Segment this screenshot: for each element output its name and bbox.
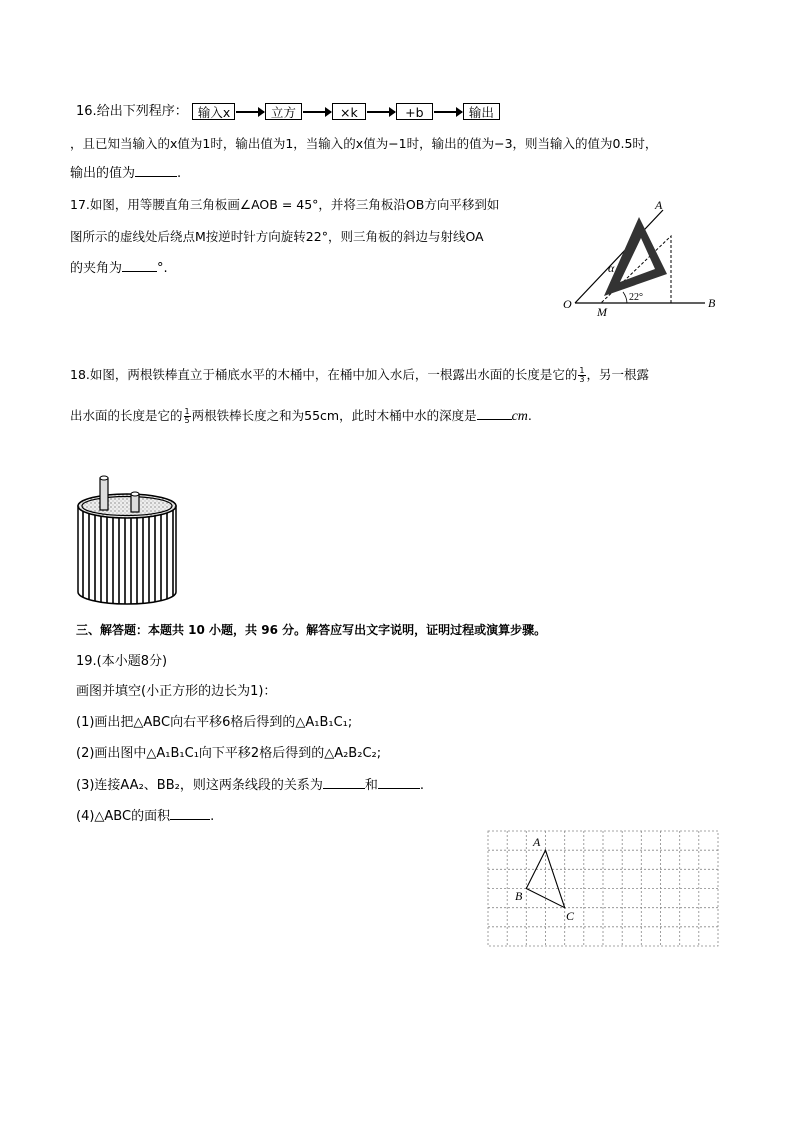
q19-part4-text: (4)△ABC的面积: [76, 809, 171, 824]
q17-number: 17.: [70, 197, 90, 212]
q18-number: 18.: [70, 367, 90, 382]
frac-den: 5: [184, 416, 190, 425]
label-a: A: [655, 198, 663, 212]
q17-line2: 图所示的虚线处后绕点M按逆时针方向旋转22°，则三角板的斜边与射线OA: [70, 229, 484, 244]
q16-line1: [76, 103, 500, 121]
q19-part3-text: (3)连接AA₂、BB₂，则这两条线段的关系为: [76, 778, 323, 793]
iron-rod-right: [131, 494, 139, 512]
flow-arrow: [236, 111, 264, 113]
q19-part4-end: .: [210, 809, 215, 824]
flow-box-times-k: ×k: [332, 103, 366, 120]
q19-header: 19.(本小题8分): [76, 654, 168, 669]
q16-answer-blank[interactable]: [135, 164, 177, 177]
q19-part4: [76, 807, 214, 826]
barrel-figure: [74, 474, 180, 606]
fraction-one-third: [578, 367, 585, 384]
q17-line1: [70, 196, 499, 214]
label-o: O: [563, 297, 572, 311]
rotated-triangle-ruler: [604, 217, 667, 296]
q19-part3-and: 和: [364, 778, 378, 793]
q17-line1-text: 如图，用等腰直角三角板画∠AOB = 45°，并将三角板沿OB方向平移到如: [89, 197, 500, 212]
q16-end: .: [177, 166, 182, 181]
q16-line2: ，且已知当输入的x值为1时，输出值为1，当输入的x值为−1时，输出的值为−3，则当输入的值为0.5时，: [70, 136, 658, 151]
q18-line2b: 两根铁棒长度之和为55cm，此时木桶中水的深度是: [191, 408, 477, 423]
label-m: M: [597, 305, 607, 319]
q19-part3-blank-1[interactable]: [323, 776, 365, 789]
q18-line2a: 出水面的长度是它的: [70, 408, 183, 423]
flow-arrow: [367, 111, 395, 113]
flow-arrow: [303, 111, 331, 113]
q17-line3-text: 的夹角为: [70, 261, 123, 276]
grid-label-c: C: [566, 909, 575, 923]
label-22deg: 22°: [629, 292, 643, 303]
barrel-body: [78, 506, 176, 604]
q19-part3: [76, 776, 424, 795]
q19-part1: (1)画出把△ABC向右平移6格后得到的△A₁B₁C₁;: [76, 715, 353, 730]
q19-part3-end: .: [419, 778, 424, 793]
q19-part4-blank[interactable]: [170, 807, 210, 820]
q19-intro: 画图并填空(小正方形的边长为1)：: [76, 684, 277, 699]
fraction-one-fifth: [184, 408, 191, 425]
q16-lead: 给出下列程序：: [96, 104, 188, 119]
q18-end: .: [527, 408, 532, 423]
flowchart: [192, 103, 500, 121]
q17-figure: [555, 196, 725, 320]
q19-part2: (2)画出图中△A₁B₁C₁向下平移2格后得到的△A₂B₂C₂;: [76, 746, 382, 761]
dashed-grid: [488, 831, 718, 946]
q18-line1a: 如图，两根铁棒直立于桶底水平的木桶中，在桶中加入水后，一根露出水面的长度是它的: [89, 367, 578, 382]
q18-answer-blank[interactable]: [477, 407, 512, 420]
q16-line3: [70, 164, 181, 183]
grid-label-a: A: [533, 835, 541, 849]
q18-line2: [70, 407, 532, 426]
q17-answer-blank[interactable]: [122, 259, 157, 272]
section3-title: 三、解答题：本题共 10 小题，共 96 分。解答应写出文字说明，证明过程或演算步骤。: [76, 623, 547, 637]
flow-box-plus-b: +b: [396, 103, 433, 120]
label-b: B: [708, 296, 716, 310]
grid-label-b: B: [515, 889, 523, 903]
q16-number: 16.: [76, 104, 97, 119]
grid-figure: [486, 829, 722, 951]
q18-line1: [70, 366, 649, 384]
label-alpha: α: [608, 261, 615, 275]
q16-line3-text: 输出的值为: [70, 166, 136, 181]
q18-unit: cm: [511, 409, 528, 424]
q19-part3-blank-2[interactable]: [378, 776, 420, 789]
angle-arc: [623, 292, 627, 303]
flow-box-cube: 立方: [265, 103, 302, 120]
q17-line3: [70, 259, 168, 278]
q18-line1b: ，另一根露: [586, 367, 650, 382]
flow-box-input: 输入x: [192, 103, 235, 120]
barrel-water-surface: [78, 494, 176, 518]
frac-num: 1: [184, 407, 190, 416]
flow-box-output: 输出: [463, 103, 500, 120]
frac-den: 3: [579, 375, 585, 384]
q17-end: °.: [157, 261, 168, 276]
frac-num: 1: [579, 366, 585, 375]
iron-rod-left: [100, 478, 108, 510]
flow-arrow: [434, 111, 462, 113]
